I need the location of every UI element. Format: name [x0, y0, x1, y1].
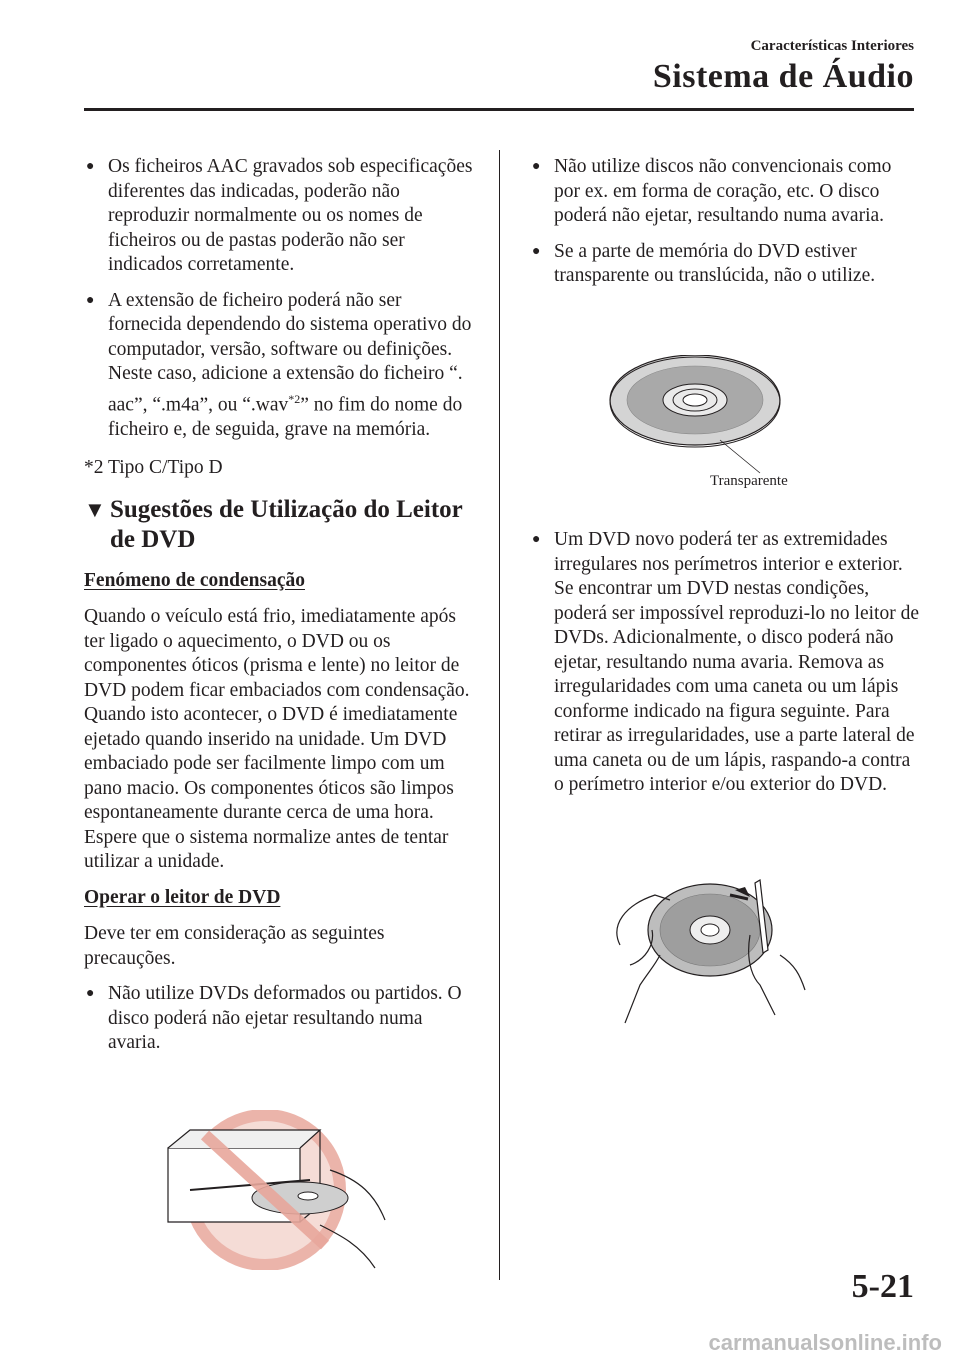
subheading-operate: Operar o leitor de DVD	[84, 886, 281, 908]
section-heading-text: Sugestões de Utilização do Leitor de DVD	[110, 495, 463, 553]
bullet-item	[530, 528, 920, 798]
bullet-dot-icon: ●	[86, 292, 95, 308]
bullet-text: Não utilize discos não convencionais como por ex. em forma de coração, etc. O disco poderá não ejetar, resultando numa avaria.	[554, 156, 892, 226]
column-divider	[499, 150, 500, 1280]
header-rule	[84, 108, 914, 111]
bullet-item	[530, 155, 920, 229]
bullet-dot-icon: ●	[532, 159, 541, 174]
bullet-item	[530, 240, 920, 289]
left-column	[84, 155, 476, 1067]
bullet-item	[84, 289, 476, 443]
figure-label: Transparente	[710, 473, 788, 489]
bullet-text: Se a parte de memória do DVD estiver transparente ou translúcida, não o utilize.	[554, 240, 876, 286]
bullet-dot-icon: ●	[86, 986, 95, 1001]
figure-no-deformed-disc	[160, 1110, 400, 1270]
bullet-item	[84, 155, 476, 278]
bullet-text: A extensão de ficheiro poderá não ser fornecida dependendo do sistema operativo do computador, versão, software ou definições. Neste caso, adicione a extensão do ficheiro “. aac”, “.m4a”, ou “.wav	[108, 289, 472, 415]
page-title: Sistema de Áudio	[652, 58, 914, 95]
bullet-text: Um DVD novo poderá ter as extremidades irregulares nos perímetros interior e exterior. Se encontrar um DVD nestas condições, poderá ser impossível reproduzi-lo no leitor de DVDs. Adicionalmente, o disco poderá não ejetar, resultando numa avaria. Remova as irregularidades com uma caneta ou um lápis conforme indicado na figura seguinte. Para retirar as irregularidades, use a parte lateral de uma caneta ou de um lápis, raspando-a contra o perímetro interior e/ou exterior do DVD.	[554, 529, 919, 795]
bullet-text: Não utilize DVDs deformados ou partidos. O disco poderá não ejetar resultando numa avaria.	[108, 983, 462, 1053]
header-section: Características Interiores	[750, 38, 914, 54]
watermark: carmanualsonline.info	[708, 1330, 942, 1355]
triangle-icon: ▼	[84, 496, 106, 522]
page-number: 5-21	[851, 1268, 914, 1305]
figure-pen-scraping	[600, 875, 830, 1025]
pen-scraping-illustration	[600, 875, 830, 1025]
footnote: *2 Tipo C/Tipo D	[84, 457, 223, 478]
bullet-dot-icon: ●	[532, 532, 541, 547]
bullet-text-cont: ” no fim do nome do ficheiro e, de seguida, grave na memória.	[108, 394, 463, 440]
bullet-dot-icon: ●	[532, 243, 541, 259]
prohibited-disc-illustration	[160, 1110, 400, 1270]
paragraph-condensation: Quando o veículo está frio, imediatamente após ter ligado o aquecimento, o DVD ou os componentes óticos (prisma e lente) no leitor de DVD podem ficar embaciados com condensação. Quando isto acontecer, o DVD é imediatamente ejetado quando inserido na unidade. Um DVD embaciado pode ser facilmente limpo com um pano macio. Os componentes óticos são limpos espontaneamente durante cerca de uma hora. Espere que o sistema normalize antes de tentar utilizar a unidade.	[84, 606, 470, 872]
paragraph-operate: Deve ter em consideração as seguintes precauções.	[84, 923, 385, 969]
bullet-dot-icon: ●	[86, 159, 95, 174]
right-column	[530, 155, 920, 300]
right-column-lower	[530, 528, 920, 809]
section-heading	[84, 495, 476, 555]
footnote-ref: *2	[288, 391, 301, 406]
bullet-text: Os ficheiros AAC gravados sob especificações diferentes das indicadas, poderão não reproduzir normalmente ou os nomes de ficheiros ou de pastas poderão não ser indicados corretamente.	[108, 156, 473, 275]
subheading-condensation: Fenómeno de condensação	[84, 569, 305, 591]
figure-transparent-disc	[600, 355, 830, 495]
bullet-item	[84, 982, 476, 1056]
